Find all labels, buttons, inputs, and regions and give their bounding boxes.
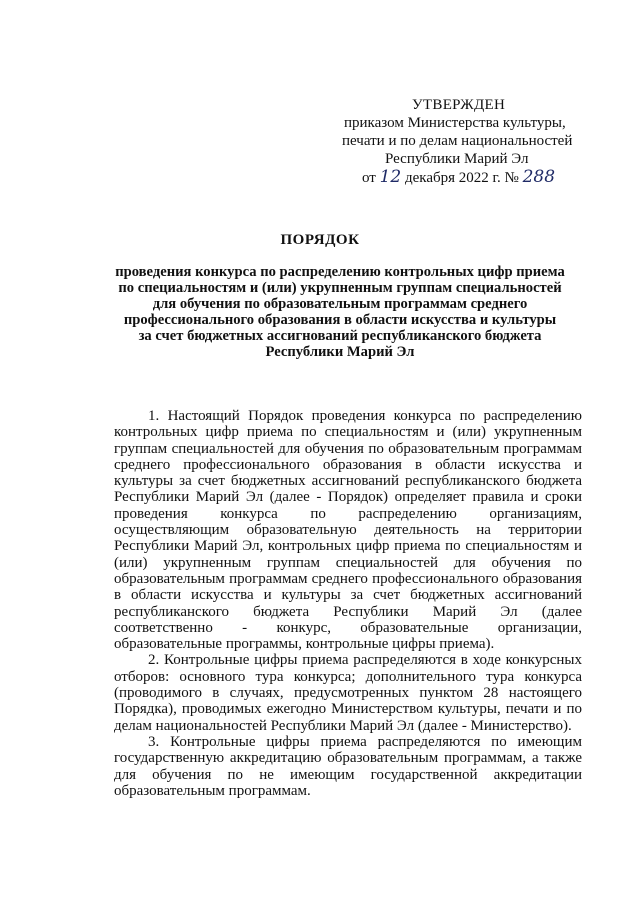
approval-date-rest: декабря 2022 г. № xyxy=(405,170,519,186)
approval-heading: УТВЕРЖДЕН xyxy=(412,97,506,113)
approval-stamp xyxy=(330,96,580,187)
subtitle-line: профессионального образования в области искусства и культуры xyxy=(123,312,557,328)
paragraph-3: 3. Контрольные цифры приема распределяются по имеющим государственную аккредитацию образовательным программам, а также для обучения по не имеющим государственной аккредитации образовательным программам. xyxy=(114,733,582,799)
document-title: ПОРЯДОК xyxy=(280,232,360,248)
subtitle-line: для обучения по образовательным программам среднего xyxy=(152,296,528,312)
paragraph-2: 2. Контрольные цифры приема распределяются в ходе конкурсных отборов: основного тура конкурса; дополнительного тура конкурса (проводимого в случаях, предусмотренных пунктом 28 настоящего Порядка), проводимых ежегодно Министерством культуры, печати и по делам национальностей Республики Марий Эл (далее - Министерство). xyxy=(114,652,582,734)
approval-issuer-line-2: печати и по делам национальностей xyxy=(342,133,573,149)
approval-date-day: 12 xyxy=(379,167,402,187)
document-subtitle xyxy=(100,264,580,360)
approval-order-number: 288 xyxy=(522,167,556,187)
approval-issuer-line-1: приказом Министерства культуры, xyxy=(344,115,566,131)
approval-date-line xyxy=(330,168,580,187)
subtitle-line: за счет бюджетных ассигнований республиканского бюджета xyxy=(138,328,542,344)
subtitle-line: по специальностям и (или) укрупненным группам специальностей xyxy=(118,280,562,296)
document-body xyxy=(114,408,582,799)
approval-date-prefix: от xyxy=(362,170,376,186)
subtitle-line: проведения конкурса по распределению контрольных цифр приема xyxy=(115,264,565,280)
subtitle-line: Республики Марий Эл xyxy=(265,344,415,360)
approval-issuer-line-3: Республики Марий Эл xyxy=(385,151,529,167)
paragraph-1: 1. Настоящий Порядок проведения конкурса по распределению контрольных цифр приема по специальностям и (или) укрупненным группам специальностей для обучения по образовательным программам среднего профессионального образования в области искусства и культуры за счет бюджетных ассигнований республиканского бюджета Республики Марий Эл (далее - Порядок) определяет правила и сроки проведения конкурса по распределению организациям, осуществляющим образовательную деятельность на территории Республики Марий Эл, контрольных цифр приема по специальностям и (или) укрупненным группам специальностей для обучения по образовательным программам среднего профессионального образования в области искусства и культуры за счет бюджетных ассигнований республиканского бюджета Республики Марий Эл (далее соответственно - конкурс, образовательные организации, образовательные программы, контрольные цифры приема). xyxy=(114,408,582,653)
